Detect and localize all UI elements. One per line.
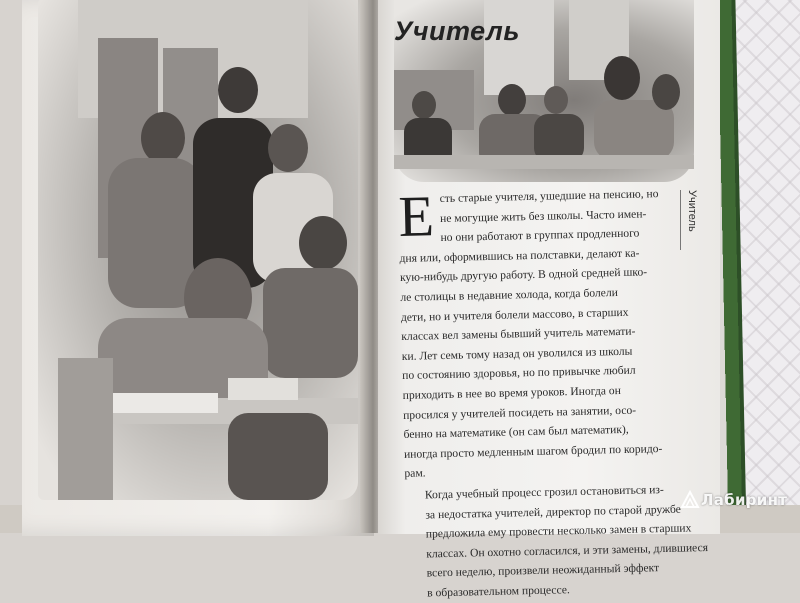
text-line: сть старые учителя, ушедшие на пенсию, но xyxy=(439,187,659,206)
text-line: по состоянию здоровья, но по привычке любил xyxy=(402,364,636,383)
paragraph-1 xyxy=(398,184,685,484)
text-line: предложила ему провести несколько замен в старших xyxy=(425,521,692,541)
text-line: не могущие жить без школы. Часто имен- xyxy=(439,206,647,225)
drop-cap: Е xyxy=(397,183,435,249)
text-line: просился у учителей посидеть на занятии, осо- xyxy=(402,403,637,422)
text-line: дети, но и учителя болели массово, в старших xyxy=(400,305,629,324)
text-line: в образовательном процессе. xyxy=(426,583,570,600)
labirint-watermark xyxy=(680,490,787,509)
paragraph-2 xyxy=(405,479,709,603)
text-line: но они работают в группах продленного xyxy=(440,226,640,245)
text-line: Когда учебный процесс грозил остановиться из- xyxy=(424,482,664,502)
text-line: приходить в нее во время уроков. Иногда он xyxy=(402,383,621,402)
text-line: кую-нибудь другую работу. В одной средней шко- xyxy=(399,265,648,285)
text-line: бенно на математике (он сам был математик), xyxy=(403,422,629,442)
chapter-title: Учитель xyxy=(394,16,520,46)
text-line: ле столицы в недавние холода, когда болели xyxy=(400,286,619,304)
text-line: классах. Он охотно согласился, и эти замены, длившиеся xyxy=(426,540,709,561)
text-line: рам. xyxy=(404,466,426,481)
left-page-photo-classroom xyxy=(38,0,358,500)
labirint-logo-icon xyxy=(680,490,700,508)
page-body-text xyxy=(397,183,709,603)
running-head: Учитель xyxy=(680,190,698,250)
text-line: за недостатка учителей, директор по старой дружбе xyxy=(425,502,681,521)
text-line: всего неделю, произвели неожиданный эффект xyxy=(426,561,660,580)
watermark-text: Лабиринт xyxy=(701,491,788,509)
text-line: классах вел замены бывший учитель математи- xyxy=(401,324,636,344)
text-line: иногда просто медленным шагом бродил по коридо- xyxy=(403,441,663,461)
text-line: ки. Лет семь тому назад он уволился из школы xyxy=(401,344,633,363)
classroom-photo-illustration xyxy=(38,0,358,500)
text-line: дня или, оформившись на полставки, делают ка- xyxy=(399,246,640,265)
